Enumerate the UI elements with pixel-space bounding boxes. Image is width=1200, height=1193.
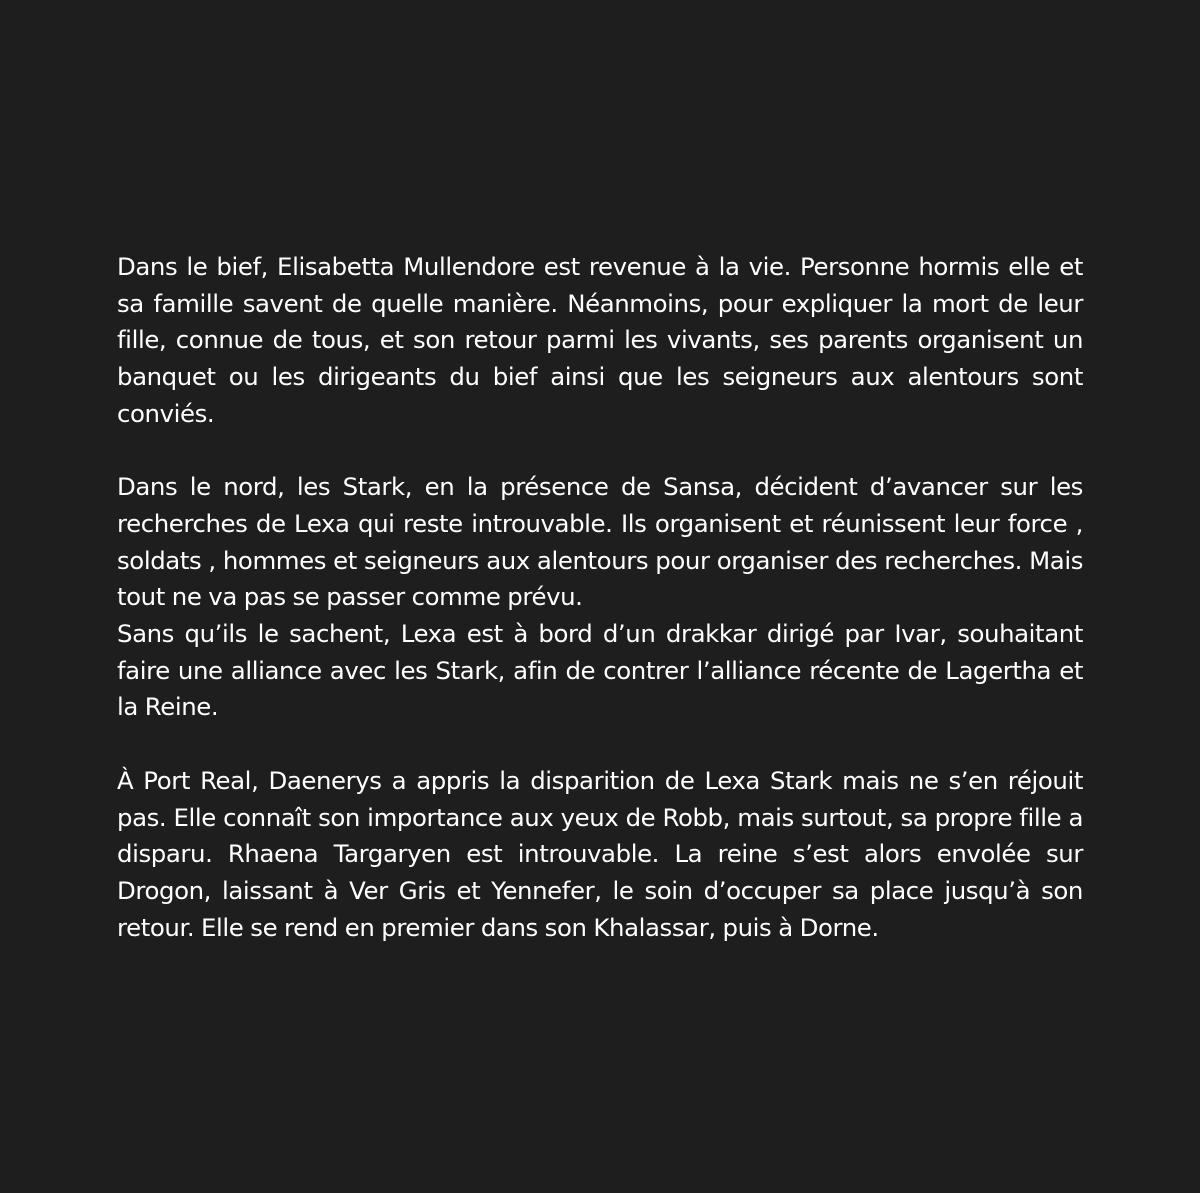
paragraph-port-real: À Port Real, Daenerys a appris la disparition de Lexa Stark mais ne s’en réjouit pas. Elle connaît son importance aux yeux de Robb, mais surtout, sa propre fille a disparu. Rhaena Targaryen est introuvable. La reine s’est alors envolée sur Drogon, laissant à Ver Gris et Yennefer, le soin d’occuper sa place jusqu’à son retour. Elle se rend en premier dans son Khalassar, puis à Dorne. (117, 765, 1083, 942)
paragraph-nord: Dans le nord, les Stark, en la présence de Sansa, décident d’avancer sur les recherches de Lexa qui reste introuvable. Ils organisent et réunissent leur force , soldats , hommes et seigneurs aux alentours pour organiser des recherches. Mais tout ne va pas se passer comme prévu. (117, 472, 1083, 612)
paragraph-lexa-drakkar: Sans qu’ils le sachent, Lexa est à bord d’un drakkar dirigé par Ivar, souhaitant faire une alliance avec les Stark, afin de contrer l’alliance récente de Lagertha et la Reine. (117, 619, 1083, 722)
text-block (117, 249, 1083, 946)
paragraph-bief: Dans le bief, Elisabetta Mullendore est revenue à la vie. Personne hormis elle et sa famille savent de quelle manière. Néanmoins, pour expliquer la mort de leur fille, connue de tous, et son retour parmi les vivants, ses parents organisent un banquet ou les dirigeants du bief ainsi que les seigneurs aux alentours sont conviés. (117, 252, 1083, 428)
